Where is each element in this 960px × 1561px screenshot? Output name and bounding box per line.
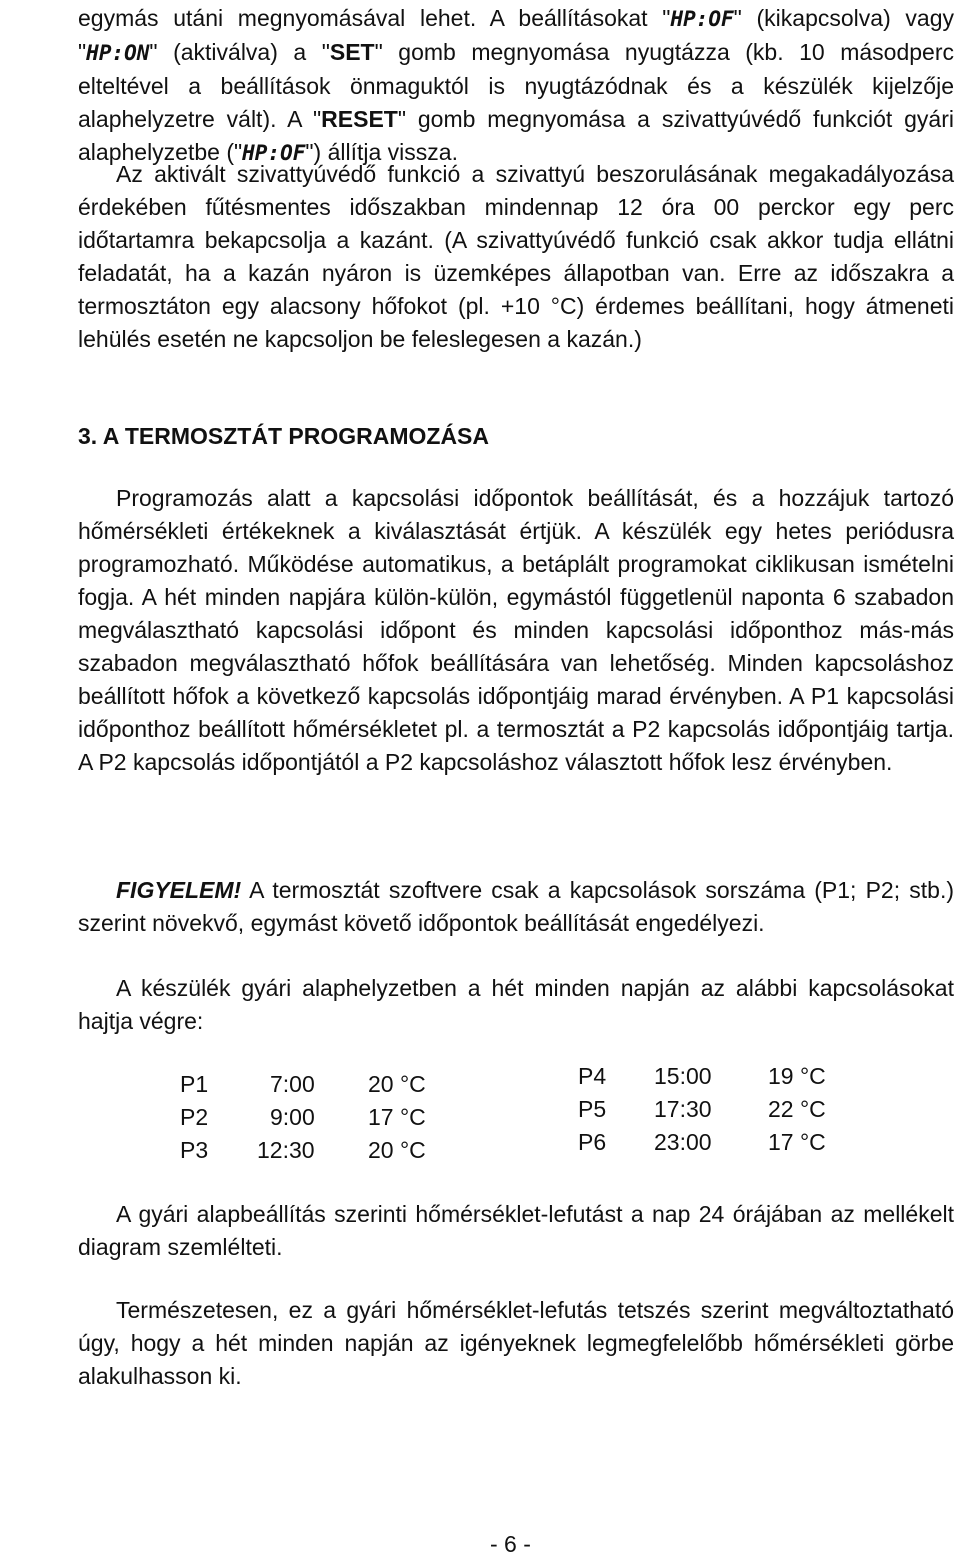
- paragraph-programming: Programozás alatt a kapcsolási időpontok beállítását, és a hozzájuk tartozó hőmérsékleti értékeknek a kiválasztását értjük. A készülék egy hetes periódusra programozható. Működése automatikus, a betáplált programokat ciklikusan ismételni fogja. A hét minden napjára külön-külön, egymástól függetlenül naponta 6 szabadon megválasztható kapcsolási időpont és minden kapcsolási időponthoz más-más szabadon megválasztható hőfok beállítására van lehetőség. Minden kapcsoláshoz beállított hőfok a következő kapcsolás időpontjáig marad érvényben. A P1 kapcsolási időponthoz beállított hőmérsékletet pl. a termosztát a P2 kapcsolás időpontjáig tartja. A P2 kapcsolás időpontjától a P2 kapcsoláshoz választott hőfok lesz érvényben.: [78, 485, 954, 775]
- temperature: 17 °C: [368, 1104, 426, 1130]
- text: A termosztát szoftvere csak a kapcsolások sorszáma (P1; P2; stb.) szerint növekvő, egymást követő időpontok beállítását engedélyezi.: [78, 877, 954, 936]
- program-slot: P6: [578, 1129, 607, 1155]
- temperature: 17 °C: [768, 1129, 826, 1155]
- page-number: - 6 -: [490, 1531, 531, 1557]
- warning-label: FIGYELEM!: [116, 877, 242, 903]
- program-slot: P1: [180, 1071, 209, 1097]
- text: " (kikapcsolva) vagy ": [78, 5, 955, 65]
- paragraph-customization: Természetesen, ez a gyári hőmérséklet-lefutás tetszés szerint megváltoztatható úgy, hogy a hét minden napján az igényeknek legmegfelelőbb hőmérsékleti görbe alakulhasson ki.: [78, 1297, 954, 1389]
- switch-time: 9:00: [270, 1104, 315, 1130]
- text: " gomb megnyomása a szivattyúvédő funkciót gyári alaphelyzetbe (": [78, 106, 954, 165]
- lcd-code: HP:OF: [242, 141, 306, 165]
- section-heading: 3. A TERMOSZTÁT PROGRAMOZÁSA: [78, 423, 490, 449]
- paragraph-settings: [78, 2, 954, 170]
- paragraph-default-schedule: A készülék gyári alaphelyzetben a hét minden napján az alábbi kapcsolásokat hajtja végre:: [78, 975, 954, 1034]
- program-slot: P4: [578, 1063, 607, 1089]
- switch-time: 15:00: [654, 1063, 712, 1089]
- program-slot: P2: [180, 1104, 209, 1130]
- switch-time: 17:30: [654, 1096, 712, 1122]
- text: egymás utáni megnyomásával lehet. A beállításokat ": [78, 5, 671, 31]
- switch-time: 7:00: [270, 1071, 315, 1097]
- text: " gomb megnyomása nyugtázza (kb. 10 másodperc elteltével a beállítások önmaguktól is nyugtázódnak és a készülék kijelzője alaphelyzetre vált). A ": [78, 39, 954, 132]
- paragraph-pump-protection: Az aktivált szivattyúvédő funkció a szivattyú beszorulásának megakadályozása érdekében fűtésmentes időszakban mindennap 12 óra 00 perckor egy perc időtartamra bekapcsolja a kazánt. (A szivattyúvédő funkció csak akkor tudja ellátni feladatát, ha a kazán nyáron is üzemképes állapotban van. Erre az időszakra a termosztáton egy alacsony hőfokot (pl. +10 °C) érdemes beállítani, hogy átmeneti lehülés esetén ne kapcsoljon be feleslegesen a kazán.): [78, 161, 954, 352]
- reset-label: RESET: [321, 106, 398, 132]
- lcd-code: HP:OF: [670, 7, 734, 31]
- lcd-code: HP:ON: [86, 41, 150, 65]
- paragraph-diagram-reference: A gyári alapbeállítás szerinti hőmérséklet-lefutást a nap 24 órájában az mellékelt diagram szemlélteti.: [78, 1201, 954, 1260]
- paragraph-warning: [78, 874, 954, 940]
- text: ") állítja vissza.: [305, 139, 458, 165]
- set-label: SET: [329, 39, 375, 65]
- switch-time: 23:00: [654, 1129, 712, 1155]
- temperature: 19 °C: [768, 1063, 826, 1089]
- text: " (aktiválva) a ": [149, 39, 330, 65]
- temperature: 20 °C: [368, 1137, 426, 1163]
- switch-time: 12:30: [257, 1137, 315, 1163]
- temperature: 22 °C: [768, 1096, 826, 1122]
- program-slot: P3: [180, 1137, 209, 1163]
- temperature: 20 °C: [368, 1071, 426, 1097]
- program-slot: P5: [578, 1096, 607, 1122]
